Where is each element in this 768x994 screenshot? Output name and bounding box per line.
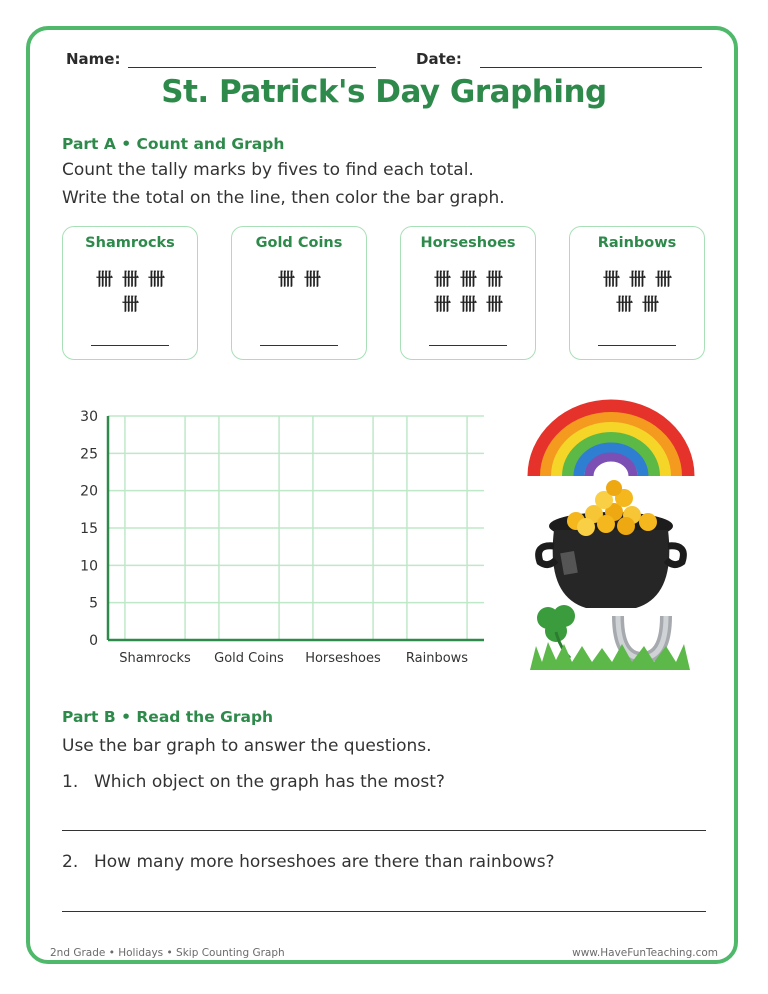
tally-mark: 卌	[434, 270, 450, 290]
tally-card-label: Gold Coins	[255, 235, 343, 251]
y-tick-label: 0	[89, 633, 98, 649]
x-tick-label: Gold Coins	[214, 651, 284, 666]
question-1	[62, 772, 445, 792]
y-tick-label: 5	[89, 595, 98, 612]
tally-row	[570, 290, 704, 315]
tally-card-label: Shamrocks	[85, 235, 175, 251]
tally-mark: 卌	[460, 270, 476, 290]
tally-row	[63, 290, 197, 315]
x-tick-label: Horseshoes	[305, 651, 381, 666]
tally-mark: 卌	[434, 295, 450, 315]
tally-card-rainbows	[569, 226, 705, 360]
tally-mark: 卌	[122, 270, 138, 290]
footer-right: www.HaveFunTeaching.com	[572, 947, 718, 959]
answer-line[interactable]	[260, 345, 338, 346]
name-label: Name:	[66, 50, 121, 68]
tally-mark: 卌	[655, 270, 671, 290]
part-b-instruction: Use the bar graph to answer the questions.	[62, 736, 432, 756]
y-tick-label: 10	[80, 558, 98, 575]
tally-mark: 卌	[122, 295, 138, 315]
part-a-instruction-1: Count the tally marks by fives to find each total.	[62, 160, 474, 180]
part-b-heading: Part B • Read the Graph	[62, 708, 274, 726]
tally-card-horseshoes	[400, 226, 536, 360]
answer-line-1[interactable]	[62, 830, 706, 831]
rainbow-icon	[534, 406, 688, 476]
date-label: Date:	[416, 50, 462, 68]
answer-line-2[interactable]	[62, 911, 706, 912]
illustration	[526, 396, 696, 676]
date-field[interactable]	[480, 67, 702, 68]
grass-icon	[530, 642, 690, 670]
x-tick-label: Rainbows	[405, 651, 469, 666]
tally-row	[63, 265, 197, 290]
question-text: Which object on the graph has the most?	[94, 772, 445, 792]
question-number: 2.	[62, 852, 79, 872]
y-tick-label: 25	[80, 446, 98, 463]
tally-mark: 卌	[616, 295, 632, 315]
tally-mark: 卌	[603, 270, 619, 290]
tally-card-gold-coins	[231, 226, 367, 360]
footer-left: 2nd Grade • Holidays • Skip Counting Graph	[50, 947, 285, 959]
name-field[interactable]	[128, 67, 376, 68]
tally-mark: 卌	[460, 295, 476, 315]
question-number: 1.	[62, 772, 79, 792]
tally-mark: 卌	[96, 270, 112, 290]
answer-line[interactable]	[598, 345, 676, 346]
y-tick-label: 30	[80, 409, 98, 425]
tally-card-label: Rainbows	[597, 235, 677, 251]
tally-mark: 卌	[642, 295, 658, 315]
bar-graph[interactable]	[60, 400, 500, 675]
answer-line[interactable]	[91, 345, 169, 346]
tally-mark: 卌	[278, 270, 294, 290]
answer-line[interactable]	[429, 345, 507, 346]
y-tick-label: 20	[80, 483, 98, 500]
tally-mark: 卌	[486, 270, 502, 290]
tally-row	[401, 290, 535, 315]
tally-mark: 卌	[629, 270, 645, 290]
part-a-instruction-2: Write the total on the line, then color the bar graph.	[62, 188, 505, 208]
part-a-heading: Part A • Count and Graph	[62, 135, 285, 153]
tally-row	[232, 265, 366, 290]
x-tick-label: Shamrocks	[119, 651, 191, 666]
tally-card-shamrocks	[62, 226, 198, 360]
tally-mark: 卌	[486, 295, 502, 315]
tally-mark: 卌	[148, 270, 164, 290]
y-tick-label: 15	[80, 521, 98, 537]
page-title: St. Patrick's Day Graphing	[161, 74, 607, 110]
shamrock-icon	[537, 605, 575, 658]
tally-mark: 卌	[304, 270, 320, 290]
tally-row	[570, 265, 704, 290]
question-2	[62, 852, 555, 872]
tally-card-label: Horseshoes	[420, 235, 516, 251]
pot-of-gold-icon	[539, 480, 684, 608]
tally-row	[401, 265, 535, 290]
question-text: How many more horseshoes are there than rainbows?	[94, 852, 555, 872]
